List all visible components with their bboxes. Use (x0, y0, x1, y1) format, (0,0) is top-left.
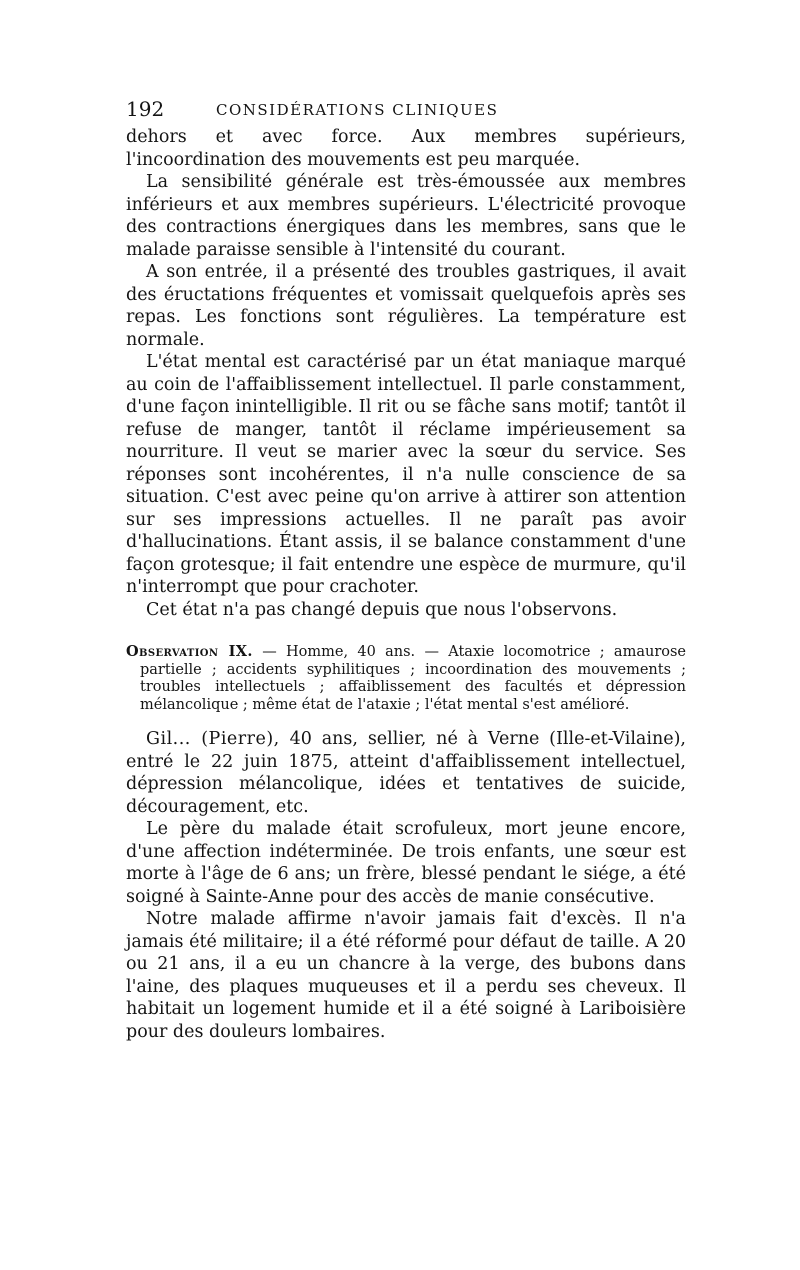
case-intro (126, 728, 686, 818)
observation-heading: Observation IX. (126, 643, 253, 660)
patient-name: Gil... (Pierre), (146, 729, 280, 749)
case-intro-text: 40 ans, sellier, né à Verne (Ille-et-Vilaine), entré le 22 juin 1875, atteint d'affaiblissement intellectuel, dépression mélancolique, idées et tentatives de suicide, découragement, etc. (126, 729, 686, 817)
running-head (126, 97, 686, 127)
paragraph-family-history: Le père du malade était scrofuleux, mort jeune encore, d'une affection indéterminée. De trois enfants, une sœur est morte à l'âge de 6 ans; un frère, blessé pendant le siége, a été soigné à Sainte-Anne pour des accès de manie consécutive. (126, 819, 686, 907)
page-number: 192 (126, 97, 165, 121)
paragraph-sensibility: La sensibilité générale est très-émoussée aux membres inférieurs et aux membres supérieurs. L'électricité provoque des contractions énergiques dans les membres, sans que le malade paraisse sensible à l'intensité du courant. (126, 172, 686, 260)
paragraph-unchanged: Cet état n'a pas changé depuis que nous l'observons. (146, 599, 618, 620)
paragraph-personal-history: Notre malade affirme n'avoir jamais fait d'excès. Il n'a jamais été militaire; il a été réformé pour défaut de taille. A 20 ou 21 ans, il a eu un chancre à la verge, des bubons dans l'aine, des plaques muqueuses et il a perdu ses cheveux. Il habitait un logement humide et il a été soigné à Lariboisière pour des douleurs lombaires. (126, 909, 686, 1042)
paragraph-mental-state: L'état mental est caractérisé par un état maniaque marqué au coin de l'affaiblissement intellectuel. Il parle constamment, d'une façon inintelligible. Il rit ou se fâche sans motif; tantôt il refuse de manger, tantôt il réclame impérieusement sa nourriture. Il veut se marier avec la sœur du service. Ses réponses sont incohérentes, il n'a nulle conscience de sa situation. C'est avec peine qu'on arrive à attirer son attention sur ses impressions actuelles. Il ne paraît pas avoir d'hallucinations. Étant assis, il se balance constamment d'une façon grotesque; il fait entendre une espèce de murmure, qu'il n'interrompt que pour crachoter. (126, 352, 686, 597)
page-body (126, 126, 686, 1043)
running-title: CONSIDÉRATIONS CLINIQUES (216, 101, 499, 119)
paragraph-entry: A son entrée, il a présenté des troubles gastriques, il avait des éructations fréquentes et vomissait quelquefois après ses repas. Les fonctions sont régulières. La température est normale. (126, 262, 686, 350)
paragraph-continuation: dehors et avec force. Aux membres supérieurs, l'incoordination des mouvements est peu marquée. (126, 127, 686, 170)
observation-summary-text: — Homme, 40 ans. — Ataxie locomotrice ; amaurose partielle ; accidents syphilitiques ; incoordination des mouvements ; troubles intellectuels ; affaiblissement des facultés et dépression mélancolique ; même état de l'ataxie ; l'état mental s'est amélioré. (140, 644, 686, 713)
observation-summary (126, 643, 686, 714)
